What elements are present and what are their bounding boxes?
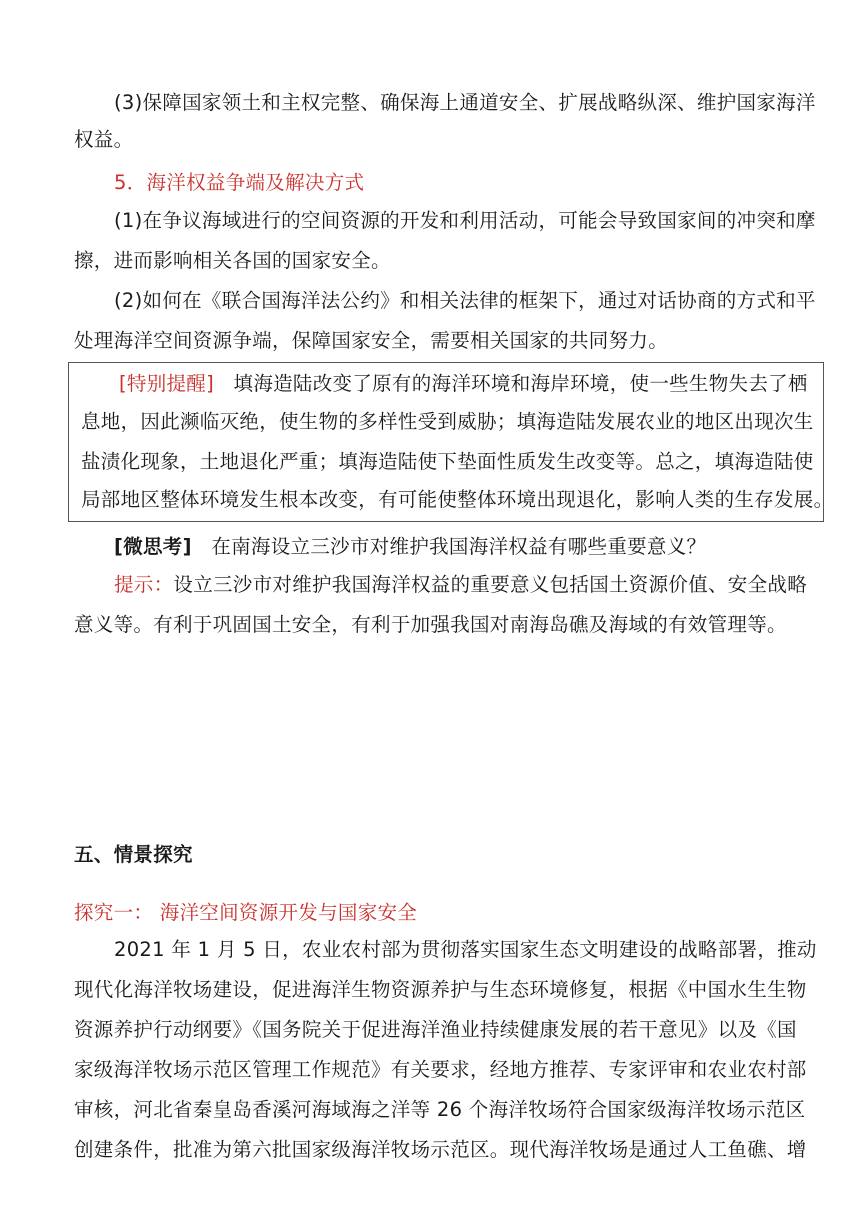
hint-line1 — [114, 570, 807, 600]
special-tip-text1: 填海造陆改变了原有的海洋环境和海岸环境，使一些生物失去了栖 — [233, 372, 808, 395]
section5-item1-line2: 擦，进而影响相关各国的国家安全。 — [74, 249, 391, 272]
section5-title: 5．海洋权益争端及解决方式 — [114, 171, 365, 194]
micro-think-label: [微思考] — [114, 535, 192, 558]
section5-item2-line2: 处理海洋空间资源争端，保障国家安全，需要相关国家的共同努力。 — [74, 329, 669, 352]
section5-item2-line1: (2)如何在《联合国海洋法公约》和相关法律的框架下，通过对话协商的方式和平 — [114, 289, 816, 312]
special-tip-line1 — [119, 369, 808, 399]
section5-item1-line1: (1)在争议海域进行的空间资源的开发和利用活动，可能会导致国家间的冲突和摩 — [114, 209, 816, 232]
para-line-4: 家级海洋牧场示范区管理工作规范》有关要求，经地方推荐、专家评审和农业农村部 — [74, 1058, 807, 1081]
item3-line1: (3)保障国家领土和主权完整、确保海上通道安全、扩展战略纵深、维护国家海洋 — [114, 91, 816, 114]
hint-label: 提示： — [114, 573, 174, 596]
special-tip-line4: 局部地区整体环境发生根本改变，有可能使整体环境出现退化，影响人类的生存发展。 — [81, 488, 834, 511]
section-five-title: 五、情景探究 — [74, 843, 193, 866]
special-tip-line3: 盐渍化现象，土地退化严重；填海造陆使下垫面性质发生改变等。总之，填海造陆使 — [81, 450, 814, 473]
special-tip-line2: 息地，因此濒临灭绝，使生物的多样性受到威胁；填海造陆发展农业的地区出现次生 — [81, 410, 814, 433]
micro-think-line — [114, 532, 706, 562]
para-line-5: 审核，河北省秦皇岛香溪河海域海之洋等 26 个海洋牧场符合国家级海洋牧场示范区 — [74, 1098, 806, 1121]
item3-line2: 权益。 — [74, 128, 134, 151]
para-line-1: 2021 年 1 月 5 日，农业农村部为贯彻落实国家生态文明建设的战略部署，推动 — [114, 938, 817, 961]
para-line-6: 创建条件，批准为第六批国家级海洋牧场示范区。现代海洋牧场是通过人工鱼礁、增 — [74, 1138, 807, 1161]
micro-think-question: 在南海设立三沙市对维护我国海洋权益有哪些重要意义？ — [211, 535, 707, 558]
special-tip-label: [特别提醒] — [119, 372, 215, 395]
hint-text1: 设立三沙市对维护我国海洋权益的重要意义包括国土资源价值、安全战略 — [173, 573, 808, 596]
para-line-2: 现代化海洋牧场建设，促进海洋生物资源养护与生态环境修复，根据《中国水生生物 — [74, 978, 807, 1001]
inquiry1-title: 探究一： 海洋空间资源开发与国家安全 — [74, 901, 418, 924]
special-tip-box — [68, 362, 834, 522]
hint-line2: 意义等。有利于巩固国土安全，有利于加强我国对南海岛礁及海域的有效管理等。 — [74, 613, 787, 636]
para-line-3: 资源养护行动纲要》《国务院关于促进海洋渔业持续健康发展的若干意见》以及《国 — [74, 1018, 797, 1041]
